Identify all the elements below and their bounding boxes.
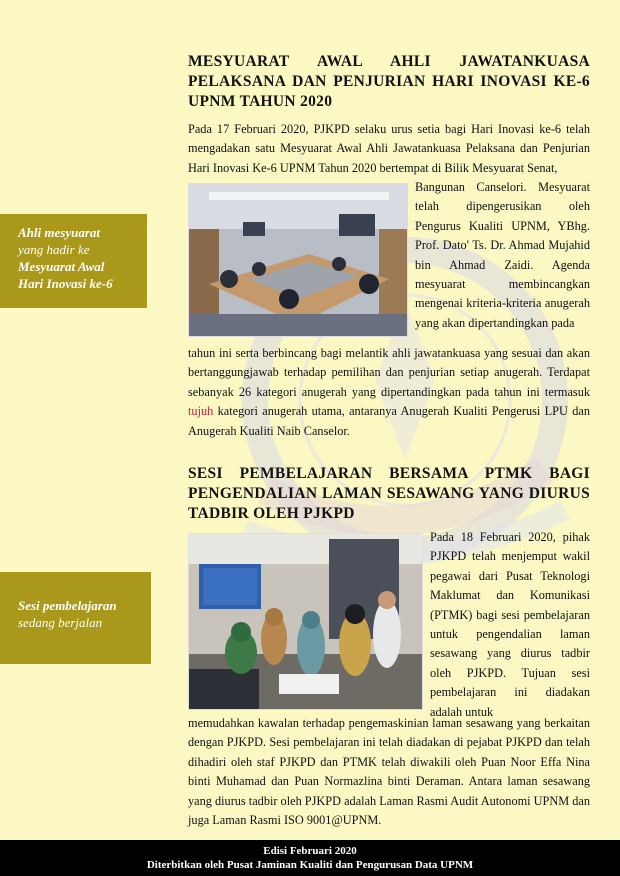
article-1-paragraph-closing: [188, 344, 590, 441]
photo-2-caption: [0, 572, 151, 664]
article-2-paragraph-side: Pada 18 Februari 2020, pihak PJKPD telah menjemput wakil pegawai dari Pusat Teknologi Maklumat dan Komunikasi (PTMK) bagi sesi pembelajaran untuk pengendalian laman sesawang yang diurus tadbir oleh PJKPD. Tujuan sesi pembelajaran ini diadakan adalah untuk: [430, 530, 590, 719]
article-2-title-line-1: SESI PEMBELAJARAN BERSAMA PTMK BAGI: [188, 465, 590, 482]
meeting-photo: [188, 183, 408, 337]
caption-2-line-1: Sesi pembelajaran: [18, 598, 117, 613]
caption-1-line-3: Mesyuarat Awal: [18, 259, 105, 274]
article-2-paragraph-closing: memudahkan kawalan terhadap pengemaskinian laman sesawang yang berkaitan dengan PJKPD. Sesi pembelajaran ini telah diadakan di pejabat PJKPD dan telah dihadiri oleh staf PJKPD dan PTMK telah diwakili oleh Puan Noor Effa Nina binti Muhamad dan Puan Normazlina binti Deraman. Antara laman sesawang yang diurus tadbir oleh PJKPD adalah Laman Rasmi Audit Autonomi UPNM dan juga Laman Rasmi ISO 9001@UPNM.: [188, 716, 591, 828]
footer-edition: Edisi Februari 2020: [263, 845, 357, 857]
highlighted-word: tujuh: [188, 404, 214, 419]
footer: [0, 840, 620, 876]
article-1-closing-text-end: kategori anugerah utama, antaranya Anugerah Kualiti Pengerusi LPU dan Anugerah Kualiti Naib Canselor.: [188, 404, 590, 438]
article-1-paragraph-side: Bangunan Canselori. Mesyuarat telah dipengerusikan oleh Pengurus Kualiti UPNM, YBhg. Prof. Dato' Ts. Dr. Ahmad Mujahid bin Ahmad Zaidi. Agenda mesyuarat membincangkan mengenai kriteria-kriteria anugerah yang akan dipertandingkan pada: [415, 180, 590, 330]
caption-2-line-2: sedang berjalan: [18, 615, 103, 630]
article-1-title-line-2: PELAKSANA DAN PENJURIAN HARI INOVASI KE-6: [188, 73, 590, 90]
caption-1-line-4: Hari Inovasi ke-6: [18, 276, 113, 291]
article-1-title-line-1: MESYUARAT AWAL AHLI JAWATANKUASA: [188, 53, 590, 70]
article-1-paragraph-intro: Pada 17 Februari 2020, PJKPD selaku urus setia bagi Hari Inovasi ke-6 telah mengadakan satu Mesyuarat Awal Ahli Jawatankuasa Pelaksana dan Penjurian Hari Inovasi Ke-6 UPNM Tahun 2020 bertempat di Bilik Mesyuarat Senat,: [188, 122, 590, 175]
learning-session-photo: [188, 533, 423, 710]
caption-1-line-2: yang hadir ke: [18, 242, 90, 257]
article-2-title-line-2: PENGENDALIAN LAMAN SESAWANG YANG DIURUS: [188, 485, 590, 502]
article-1-title: [188, 52, 590, 112]
footer-publisher: Diterbitkan oleh Pusat Jaminan Kualiti dan Pengurusan Data UPNM: [146, 859, 474, 871]
article-2-title: [188, 464, 590, 524]
photo-1-caption: [0, 214, 147, 308]
caption-1-line-1: Ahli mesyuarat: [18, 225, 100, 240]
article-1-closing-text-start: tahun ini serta berbincang bagi melantik ahli jawatankuasa yang sesuai dan akan bertanggungjawab terhadap pemilihan dan penjurian setiap anugerah. Terdapat sebanyak 26 kategori anugerah yang dipertandingkan pada tahun ini termasuk: [188, 346, 590, 399]
article-1-title-line-3: UPNM TAHUN 2020: [188, 93, 333, 110]
article-2-title-line-3: TADBIR OLEH PJKPD: [188, 505, 355, 522]
